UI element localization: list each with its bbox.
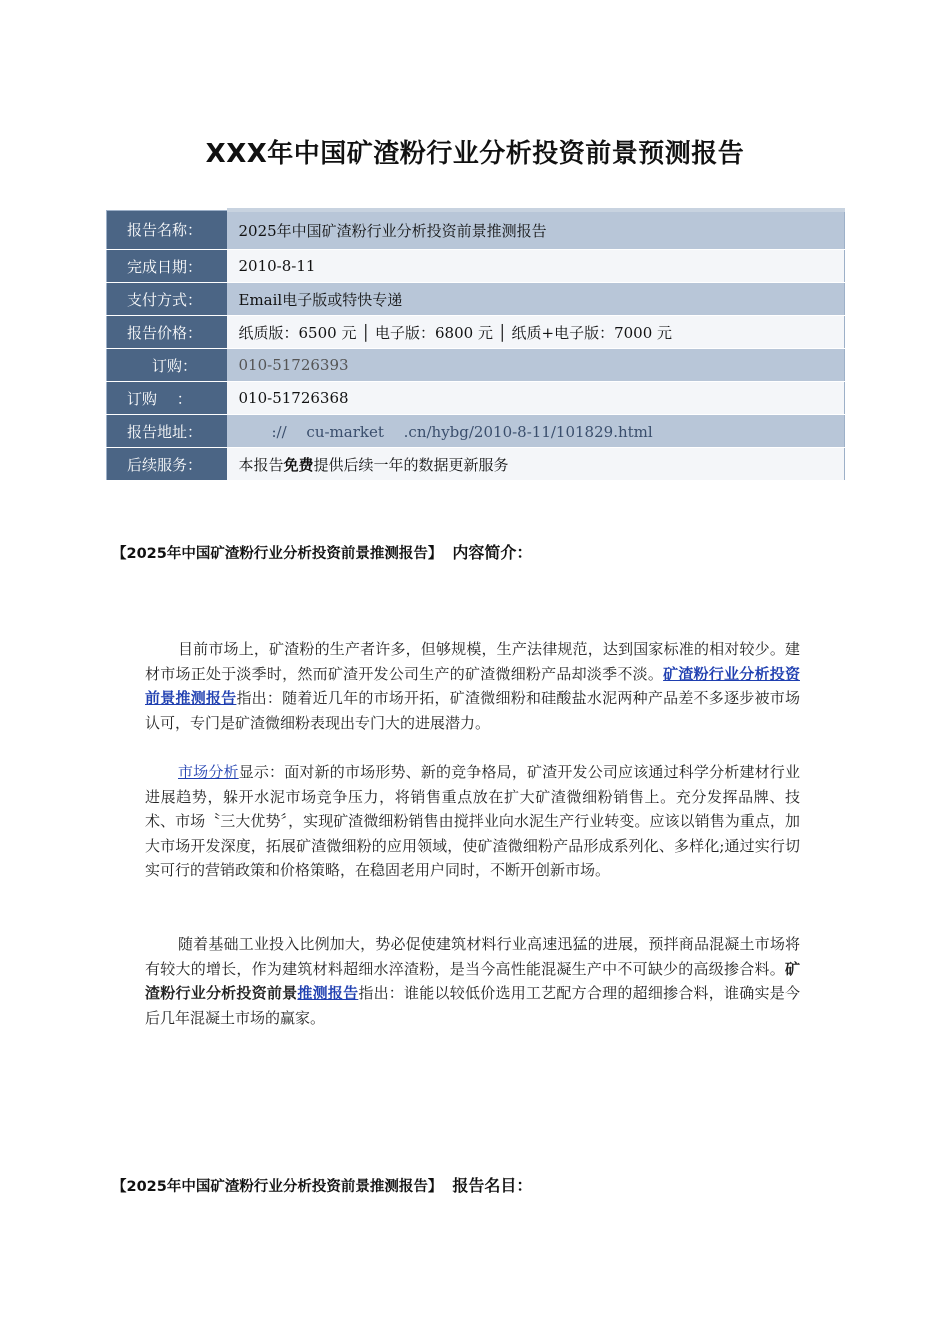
- section-tail: 内容简介：: [452, 543, 533, 562]
- paragraph-text: 指出：随着近几年的市场开拓，矿渣微细粉和硅酸盐水泥两种产品差不多逐步被市场认可，专门是矿渣微细粉表现出专门大的进展潜力。: [145, 689, 800, 732]
- paragraph-text: 目前市场上，矿渣粉的生产者许多，但够规模，生产法律规范，达到国家标准的相对较少。建材市场正处于淡季时，然而矿渣开发公司生产的矿渣微细粉产品却淡季不淡。: [145, 640, 800, 683]
- paragraph-text: 随着基础工业投入比例加大，势必促使建筑材料行业高速迅猛的进展，预拌商品混凝土市场将有较大的增长，作为建筑材料超细水淬渣粉，是当今高性能混凝生产中不可缺少的高级掺合料。: [145, 935, 800, 978]
- section-heading-intro: [112, 540, 532, 563]
- info-label: 订购：: [107, 349, 227, 382]
- info-value: 纸质版：6500 元 │ 电子版：6800 元 │ 纸质+电子版：7000 元: [227, 316, 845, 349]
- section-bracket-title: 【2025年中国矿渣粉行业分析投资前景推测报告】: [112, 546, 443, 562]
- info-label: 报告地址：: [107, 415, 227, 448]
- info-row-payment: [107, 283, 845, 316]
- paragraph-text: 指出：谁能以较低价选用工艺配方合理的超细掺合料，谁确实是今后几年混凝土市场的赢家。: [145, 984, 800, 1027]
- info-label: 报告名称：: [107, 210, 227, 250]
- page-title: XXX年中国矿渣粉行业分析投资前景预测报告: [205, 139, 745, 169]
- info-label: 支付方式：: [107, 283, 227, 316]
- info-value: 010-51726393: [227, 349, 845, 382]
- info-label: 完成日期：: [107, 250, 227, 283]
- forecast-report-link[interactable]: 推测报告: [297, 984, 359, 1002]
- info-value: 010-51726368: [227, 382, 845, 415]
- report-info-table: [106, 208, 845, 481]
- info-row-address: [107, 415, 845, 448]
- info-value: 2010-8-11: [227, 250, 845, 283]
- intro-paragraph-2: [145, 760, 800, 883]
- section-tail: 报告名目：: [452, 1176, 533, 1195]
- info-row-order-1: [107, 349, 845, 382]
- info-value: 2025年中国矿渣粉行业分析投资前景推测报告: [227, 210, 845, 250]
- info-row-order-2: [107, 382, 845, 415]
- info-row-service: [107, 448, 845, 481]
- market-analysis-link[interactable]: 市场分析: [178, 763, 239, 781]
- info-label: 报告价格：: [107, 316, 227, 349]
- report-link[interactable]: 矿渣粉行业分析投资前景推测报告: [145, 664, 800, 707]
- section-heading-contents: [112, 1173, 532, 1196]
- info-row-name: [107, 210, 845, 250]
- info-row-date: [107, 250, 845, 283]
- service-free: 免费: [283, 455, 314, 474]
- info-row-price: [107, 316, 845, 349]
- paragraph-bold-text: 矿渣粉行业分析投资前景: [145, 959, 800, 1002]
- service-prefix: 本报告: [238, 455, 284, 474]
- info-label: 订购 ：: [107, 382, 227, 415]
- info-value: [227, 448, 845, 481]
- info-value: Email电子版或特快专递: [227, 283, 845, 316]
- service-suffix: 提供后续一年的数据更新服务: [313, 455, 509, 474]
- report-url-link[interactable]: :// cu-market .cn/hybg/2010-8-11/101829.html: [227, 415, 845, 448]
- intro-paragraph-1: [145, 637, 800, 735]
- info-label: 后续服务：: [107, 448, 227, 481]
- intro-paragraph-3: [145, 932, 800, 1030]
- paragraph-text: 显示：面对新的市场形势、新的竞争格局，矿渣开发公司应该通过科学分析建材行业进展趋势，躲开水泥市场竞争压力，将销售重点放在扩大矿渣微细粉销售上。充分发挥品牌、技术、市场〝三大优势〞，实现矿渣微细粉销售由搅拌业向水泥生产行业转变。应该以销售为重点，加大市场开发深度，拓展矿渣微细粉的应用领域，使矿渣微细粉产品形成系列化、多样化;通过实行切实可行的营销政策和价格策略，在稳固老用户同时，不断开创新市场。: [145, 763, 800, 879]
- section-bracket-title: 【2025年中国矿渣粉行业分析投资前景推测报告】: [112, 1179, 443, 1195]
